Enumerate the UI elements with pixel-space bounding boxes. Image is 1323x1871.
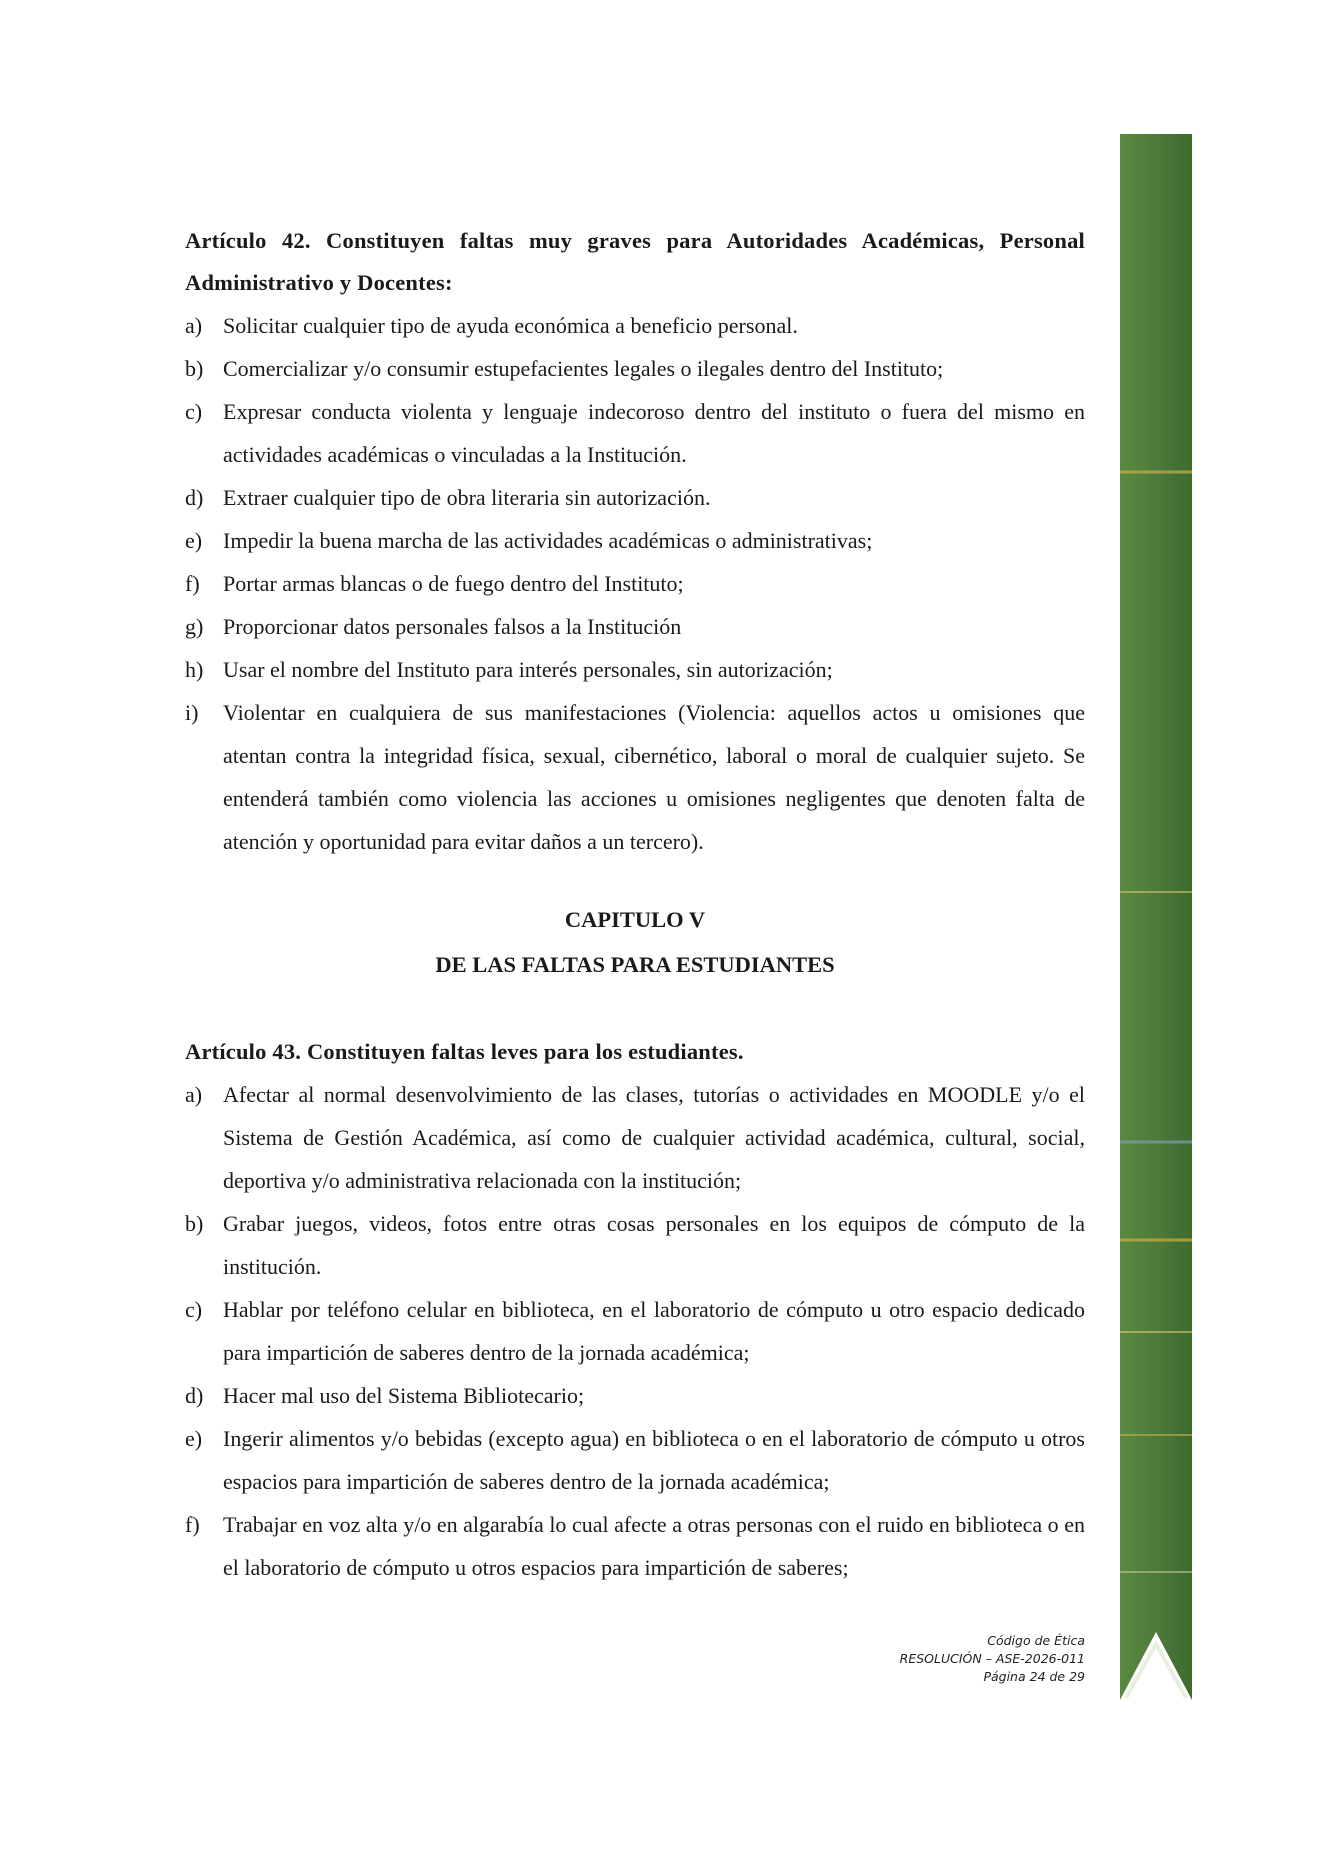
item-text: Hacer mal uso del Sistema Bibliotecario; (223, 1383, 585, 1408)
item-letter: d) (185, 1383, 204, 1408)
item-text: Trabajar en voz alta y/o en algarabía lo cual afecte a otras personas con el ruido en biblioteca o en el laboratorio de cómputo u otros espacios para impartición de saberes; (223, 1512, 1085, 1580)
item-text: Extraer cualquier tipo de obra literaria sin autorización. (223, 485, 711, 510)
item-letter: d) (185, 485, 204, 510)
list-item (185, 1073, 1085, 1202)
chapter-number: CAPITULO V (564, 907, 706, 932)
green-ribbon-bookmark (1118, 132, 1194, 1702)
item-letter: h) (185, 657, 204, 682)
list-item (185, 304, 1085, 347)
article-43-title: Artículo 43. Constituyen faltas leves para los estudiantes. (185, 1039, 744, 1064)
item-letter: c) (185, 399, 203, 424)
chapter-title: DE LAS FALTAS PARA ESTUDIANTES (435, 952, 835, 977)
item-text: Usar el nombre del Instituto para interés personales, sin autorización; (223, 657, 833, 682)
item-letter: f) (185, 571, 200, 596)
item-text: Comercializar y/o consumir estupefacientes legales o ilegales dentro del Instituto; (223, 356, 944, 381)
item-text: Grabar juegos, videos, fotos entre otras cosas personales en los equipos de cómputo de la institución. (223, 1211, 1085, 1279)
list-item (185, 1417, 1085, 1503)
article-43-list (185, 1073, 1085, 1589)
list-item (185, 1288, 1085, 1374)
article-42-list (185, 304, 1085, 863)
item-letter: i) (185, 700, 199, 725)
list-item (185, 691, 1085, 863)
list-item (185, 562, 1085, 605)
item-letter: a) (185, 313, 203, 338)
item-letter: g) (185, 614, 204, 639)
article-42-title: Artículo 42. Constituyen faltas muy graves para Autoridades Académicas, Personal Administrativo y Docentes: (185, 228, 1085, 295)
item-text: Proporcionar datos personales falsos a la Institución (223, 614, 682, 639)
item-text: Hablar por teléfono celular en biblioteca, en el laboratorio de cómputo u otro espacio dedicado para impartición de saberes dentro de la jornada académica; (223, 1297, 1085, 1365)
list-item (185, 1503, 1085, 1589)
item-text: Violentar en cualquiera de sus manifestaciones (Violencia: aquellos actos u omisiones que atentan contra la integridad física, sexual, cibernético, laboral o moral de cualquier sujeto. Se entenderá también como violencia las acciones u omisiones negligentes que denoten falta de atención y oportunidad para evitar daños a un tercero). (223, 700, 1085, 854)
item-text: Impedir la buena marcha de las actividades académicas o administrativas; (223, 528, 873, 553)
list-item (185, 519, 1085, 562)
item-text: Expresar conducta violenta y lenguaje indecoroso dentro del instituto o fuera del mismo en actividades académicas o vinculadas a la Institución. (223, 399, 1085, 467)
item-letter: c) (185, 1297, 203, 1322)
list-item (185, 347, 1085, 390)
item-letter: a) (185, 1082, 203, 1107)
item-letter: e) (185, 528, 203, 553)
list-item (185, 605, 1085, 648)
item-letter: e) (185, 1426, 203, 1451)
item-text: Afectar al normal desenvolvimiento de las clases, tutorías o actividades en MOODLE y/o el Sistema de Gestión Académica, así como de cualquier actividad académica, cultural, social, deportiva y/o administrativa relacionada con la institución; (223, 1082, 1085, 1193)
item-text: Portar armas blancas o de fuego dentro del Instituto; (223, 571, 684, 596)
document-body (185, 220, 1085, 1589)
page-footer (900, 1632, 1085, 1686)
item-letter: b) (185, 1211, 204, 1236)
footer-resolution: RESOLUCIÓN – ASE-2026-011 (899, 1651, 1085, 1666)
list-item (185, 476, 1085, 519)
list-item (185, 1202, 1085, 1288)
item-text: Solicitar cualquier tipo de ayuda económica a beneficio personal. (223, 313, 798, 338)
item-letter: b) (185, 356, 204, 381)
footer-document-name: Código de Ética (987, 1633, 1085, 1648)
item-text: Ingerir alimentos y/o bebidas (excepto agua) en biblioteca o en el laboratorio de cómputo u otros espacios para impartición de saberes dentro de la jornada académica; (223, 1426, 1085, 1494)
list-item (185, 1374, 1085, 1417)
list-item (185, 648, 1085, 691)
item-letter: f) (185, 1512, 200, 1537)
footer-page-number: Página 24 de 29 (983, 1669, 1085, 1684)
list-item (185, 390, 1085, 476)
